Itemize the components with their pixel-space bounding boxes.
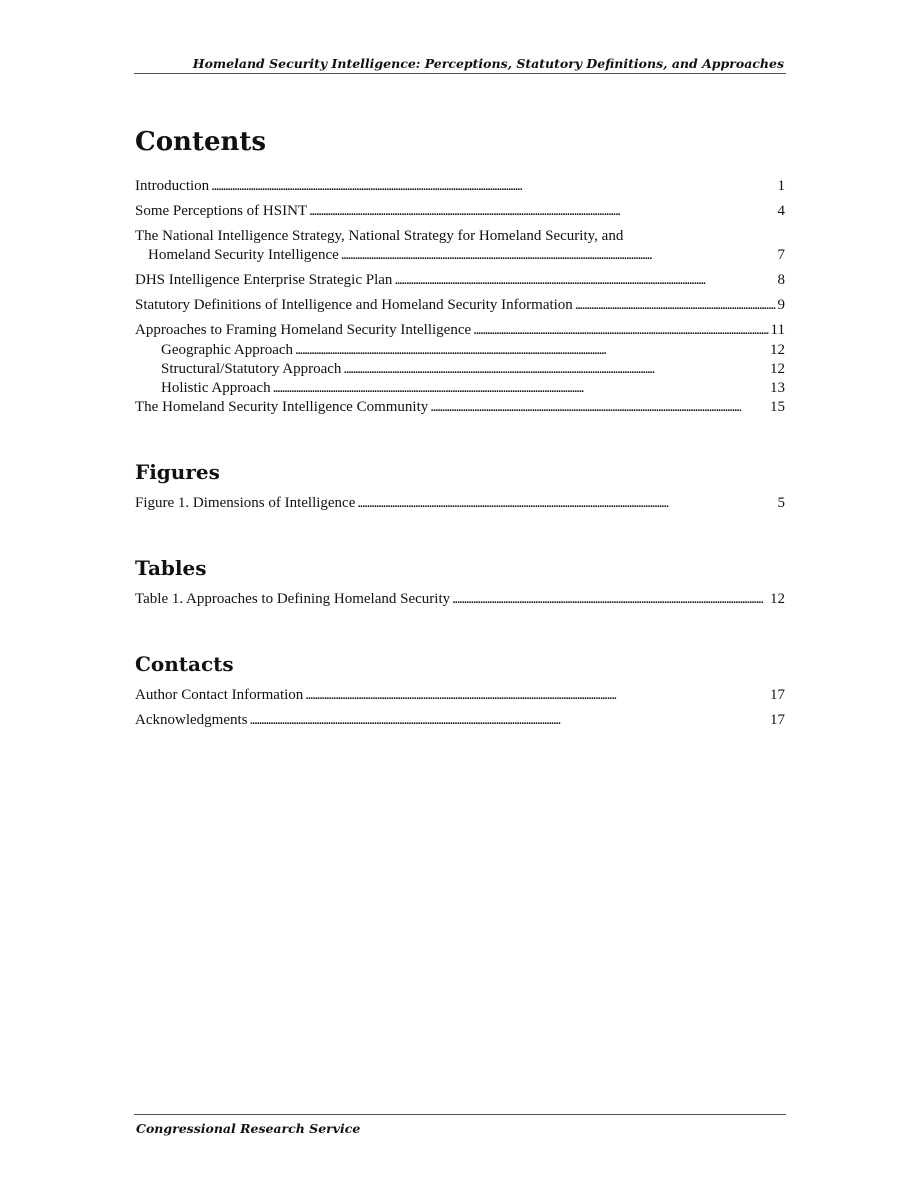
toc-entry-introduction[interactable]	[135, 177, 785, 196]
toc-page-number: 12	[770, 591, 785, 607]
toc-leader	[394, 271, 775, 290]
toc-label: Statutory Definitions of Intelligence and Homeland Security Information	[135, 297, 573, 313]
toc-entry-figure-1[interactable]	[135, 494, 785, 513]
toc-entry-approaches[interactable]	[135, 321, 785, 340]
toc-leader	[575, 296, 776, 315]
toc-label: Geographic Approach	[161, 342, 294, 358]
figures-list	[135, 494, 785, 513]
toc-label: Some Perceptions of HSINT	[135, 203, 308, 219]
contents-heading: Contents	[135, 127, 267, 157]
toc-page-number: 11	[770, 322, 785, 338]
toc-leader	[211, 177, 775, 196]
toc-label: Table 1. Approaches to Defining Homeland Security	[135, 591, 451, 607]
toc-page-number: 4	[777, 203, 785, 219]
toc-label: Figure 1. Dimensions of Intelligence	[135, 495, 356, 511]
toc-entry-acknowledgments[interactable]	[135, 711, 785, 730]
toc-label: Author Contact Information	[135, 687, 304, 703]
toc-label-line1: The National Intelligence Strategy, National Strategy for Homeland Security, and	[135, 228, 624, 244]
toc-entry-geographic[interactable]	[135, 341, 785, 360]
toc-page-number: 5	[777, 495, 785, 511]
toc-leader	[309, 202, 775, 221]
toc-label: Acknowledgments	[135, 712, 248, 728]
toc-label: The Homeland Security Intelligence Community	[135, 399, 429, 415]
toc-label: Approaches to Framing Homeland Security Intelligence	[135, 322, 472, 338]
toc-entry-dhs-plan[interactable]	[135, 271, 785, 290]
toc-label: Homeland Security Intelligence	[148, 247, 339, 263]
toc-page-number: 12	[770, 342, 785, 358]
toc-entry-community[interactable]	[135, 398, 785, 417]
contacts-heading: Contacts	[135, 652, 234, 676]
page-body	[135, 126, 785, 730]
toc-leader	[249, 711, 768, 730]
toc-page-number: 9	[777, 297, 785, 313]
toc-page-number: 17	[770, 712, 785, 728]
contents-list	[135, 177, 785, 417]
running-header-title: Homeland Security Intelligence: Perceptions, Statutory Definitions, and Approaches	[192, 56, 784, 71]
toc-page-number: 15	[770, 399, 785, 415]
toc-label: Structural/Statutory Approach	[161, 361, 342, 377]
footer-organization: Congressional Research Service	[136, 1121, 361, 1136]
toc-page-number: 17	[770, 687, 785, 703]
toc-label: DHS Intelligence Enterprise Strategic Plan	[135, 272, 393, 288]
toc-entry-statutory-definitions[interactable]	[135, 296, 785, 315]
toc-page-number: 1	[777, 178, 785, 194]
toc-leader	[473, 321, 768, 340]
toc-page-number: 13	[770, 380, 785, 396]
toc-leader	[430, 398, 768, 417]
toc-leader	[452, 590, 768, 609]
toc-leader	[295, 341, 768, 360]
toc-entry-author-contact[interactable]	[135, 686, 785, 705]
toc-page-number: 7	[777, 247, 785, 263]
toc-leader	[357, 494, 775, 513]
toc-leader	[341, 246, 776, 265]
figures-heading: Figures	[135, 460, 220, 484]
running-header	[134, 55, 786, 74]
toc-entry-national-strategy[interactable]	[135, 227, 785, 265]
toc-page-number: 8	[777, 272, 785, 288]
toc-leader	[343, 360, 768, 379]
toc-leader	[305, 686, 768, 705]
running-footer	[134, 1114, 786, 1136]
toc-page-number: 12	[770, 361, 785, 377]
toc-entry-holistic[interactable]	[135, 379, 785, 398]
toc-entry-table-1[interactable]	[135, 590, 785, 609]
tables-list	[135, 590, 785, 609]
toc-label: Holistic Approach	[161, 380, 271, 396]
toc-leader	[273, 379, 768, 398]
contacts-list	[135, 686, 785, 730]
toc-label: Introduction	[135, 178, 210, 194]
tables-heading: Tables	[135, 556, 207, 580]
toc-entry-structural[interactable]	[135, 360, 785, 379]
toc-entry-perceptions[interactable]	[135, 202, 785, 221]
